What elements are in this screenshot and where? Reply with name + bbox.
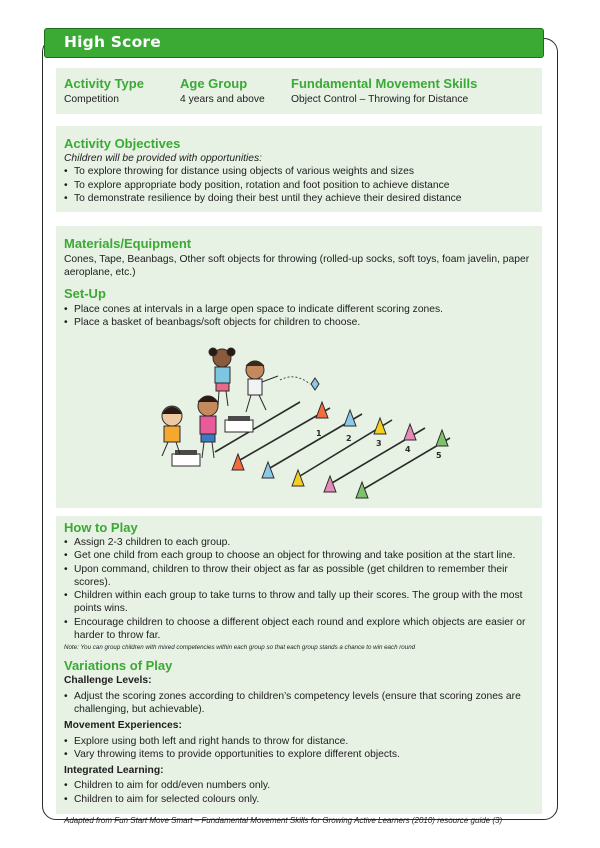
movement-skills-label: Fundamental Movement Skills: [291, 76, 478, 91]
cone: [262, 462, 274, 478]
objectives-panel: [56, 126, 542, 212]
materials-text: Cones, Tape, Beanbags, Other soft objects for throwing (rolled-up socks, soft toys, foam javelin, paper aeroplane, etc.): [64, 254, 530, 279]
challenge-list: [64, 690, 534, 717]
activity-type-label: Activity Type: [64, 76, 144, 91]
list-item: • Place a basket of beanbags/soft objects for children to choose.: [64, 316, 534, 329]
basket-icon: [172, 454, 200, 466]
movement-list: [64, 735, 534, 762]
activity-type: [64, 76, 144, 106]
footer-credit: Adapted from Fun Start Move Smart – Fundamental Movement Skills for Growing Active Learners (2010) resource guide (3): [64, 816, 503, 826]
cone: [232, 454, 244, 470]
throw-path: [280, 377, 310, 384]
basket-icon: [225, 420, 253, 432]
list-item: • Encourage children to choose a different object each round and explore which objects are easier or harder to throw far.: [64, 616, 534, 643]
zone-number: 2: [346, 434, 352, 443]
zone-number: 3: [376, 439, 382, 448]
zone-number: 5: [436, 451, 442, 460]
list-item: • Explore using both left and right hands to throw for distance.: [64, 735, 534, 748]
zone-number: 4: [405, 445, 411, 454]
movement-heading: Movement Experiences:: [64, 720, 182, 732]
child-figure: [162, 406, 182, 456]
how-to-play-list: [64, 536, 534, 642]
cone: [436, 430, 448, 446]
list-item: • Assign 2-3 children to each group.: [64, 536, 534, 549]
child-figure: [198, 396, 218, 458]
cone: [292, 470, 304, 486]
beanbags: [175, 450, 197, 455]
integrated-heading: Integrated Learning:: [64, 765, 164, 777]
how-to-play-note: Note: You can group children with mixed competencies within each group so that each group stands a chance to win each round: [64, 644, 416, 652]
objectives-intro: Children will be provided with opportunities:: [64, 153, 263, 164]
cone: [324, 476, 336, 492]
list-item: • Upon command, children to throw their object as far as possible (get children to remember their scores).: [64, 563, 534, 590]
list-item: • Children to aim for odd/even numbers only.: [64, 779, 534, 792]
challenge-heading: Challenge Levels:: [64, 675, 152, 687]
list-item: • Vary throwing items to provide opportunities to explore different objects.: [64, 748, 534, 761]
how-to-play-heading: How to Play: [64, 520, 138, 535]
setup-list: [64, 303, 534, 330]
variations-heading: Variations of Play: [64, 658, 173, 674]
age-group-label: Age Group: [180, 76, 248, 91]
page-title: High Score: [44, 28, 544, 58]
objectives-heading: Activity Objectives: [64, 136, 181, 151]
info-panel: [56, 68, 542, 114]
list-item: • Children to aim for selected colours only.: [64, 793, 534, 806]
objectives-list: [64, 165, 534, 205]
movement-skills-value: Object Control – Throwing for Distance: [291, 94, 469, 105]
activity-type-value: Competition: [64, 94, 119, 105]
integrated-list: [64, 779, 534, 806]
age-group-value: 4 years and above: [180, 94, 265, 105]
setup-heading: Set-Up: [64, 285, 106, 301]
tape-lines: [215, 402, 450, 490]
cone: [374, 418, 386, 434]
child-figure: [246, 361, 278, 412]
movement-skills: [291, 76, 477, 106]
list-item: • To demonstrate resilience by doing their best until they achieve their desired distance: [64, 192, 534, 205]
cone: [404, 424, 416, 440]
zone-number: 1: [316, 429, 322, 438]
list-item: • Children within each group to take turns to throw and tally up their scores. The group with the most points wins.: [64, 589, 534, 616]
how-to-play-panel: [56, 516, 542, 826]
list-item: • Adjust the scoring zones according to children’s competency levels (ensure that scoring zones are challenging, but achievable).: [64, 690, 534, 717]
cone: [356, 482, 368, 498]
beanbags: [228, 416, 250, 421]
beanbag-icon: [311, 378, 319, 390]
list-item: • To explore throwing for distance using objects of various weights and sizes: [64, 165, 534, 178]
list-item: • Get one child from each group to choose an object for throwing and take position at the start line.: [64, 549, 534, 562]
age-group: [180, 76, 265, 106]
list-item: • To explore appropriate body position, rotation and foot position to achieve distance: [64, 179, 534, 192]
list-item: • Place cones at intervals in a large open space to indicate different scoring zones.: [64, 303, 534, 316]
throwing-illustration: [140, 340, 470, 500]
materials-heading: Materials/Equipment: [64, 236, 192, 251]
